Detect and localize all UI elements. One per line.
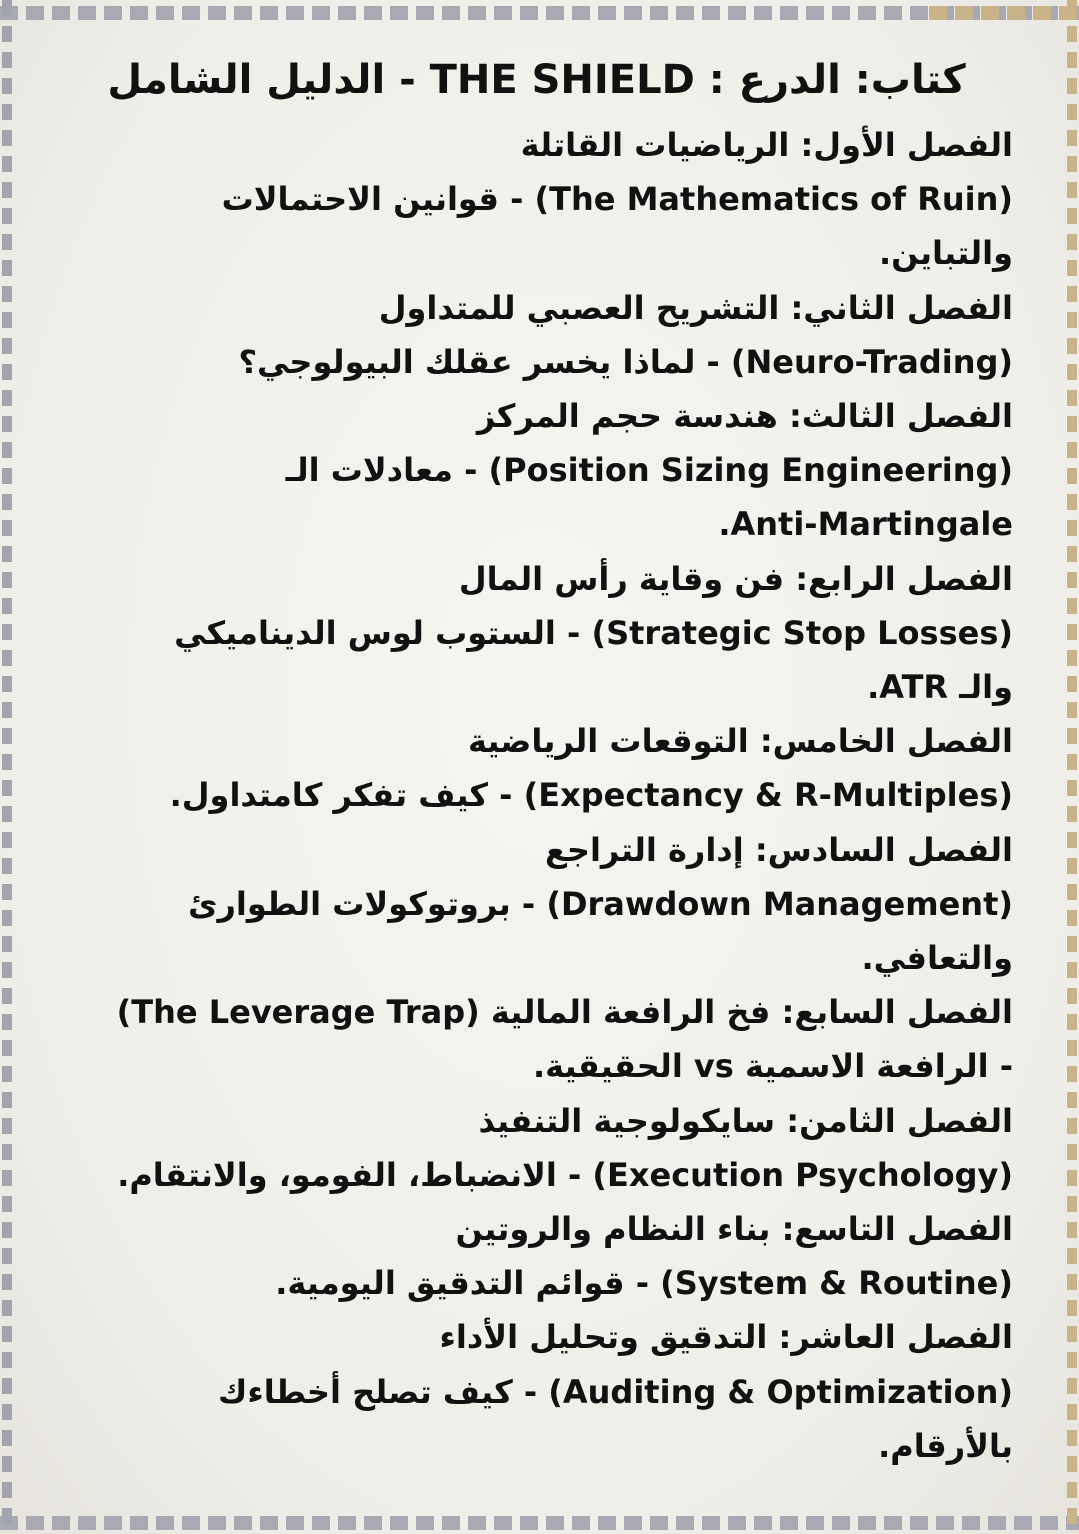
chapter-line: (The Mathematics of Ruin) - قوانين الاحتمالات (221, 180, 1013, 219)
chapter-line: الفصل السادس: إدارة التراجع (545, 830, 1013, 869)
chapter-line: (Expectancy & R-Multiples) - كيف تفكر كامتداول. (169, 776, 1013, 815)
chapter-line: (Position Sizing Engineering) - معادلات الـ (285, 451, 1013, 490)
table-of-contents (60, 50, 1013, 1473)
chapter-line: - الرافعة الاسمية vs الحقيقية. (532, 1047, 1013, 1086)
chapter-line: (Execution Psychology) - الانضباط، الفومو، والانتقام. (117, 1155, 1013, 1194)
chapter-line: الفصل الرابع: فن وقاية رأس المال (458, 559, 1013, 598)
dashed-border-right (1067, 0, 1077, 1534)
dashed-border-bottom (0, 1516, 1079, 1530)
chapter-list (60, 118, 1013, 1473)
chapter-line: (Neuro-Trading) - لماذا يخسر عقلك البيولوجي؟ (238, 342, 1013, 381)
chapter-line: (System & Routine) - قوائم التدقيق اليومية. (275, 1264, 1013, 1303)
chapter-line: الفصل الأول: الرياضيات القاتلة (520, 126, 1013, 164)
chapter-line: والتعافي. (861, 939, 1013, 978)
chapter-line: الفصل السابع: فخ الرافعة المالية (The Leverage Trap) (116, 993, 1013, 1032)
chapter-line: الفصل العاشر: التدقيق وتحليل الأداء (439, 1318, 1013, 1357)
chapter-line: الفصل التاسع: بناء النظام والروتين (455, 1210, 1013, 1249)
dashed-border-top (0, 6, 1079, 20)
chapter-line: الفصل الثامن: سايكولوجية التنفيذ (478, 1101, 1013, 1140)
chapter-line: (Auditing & Optimization) - كيف تصلح أخطاءك (218, 1372, 1013, 1411)
chapter-line: والـ ATR. (867, 668, 1013, 707)
chapter-line: (Drawdown Management) - بروتوكولات الطوارئ (188, 884, 1013, 923)
chapter-line: Anti-Martingale. (718, 505, 1013, 544)
dashed-border-top-accent (929, 6, 1079, 20)
chapter-line: والتباين. (879, 234, 1013, 273)
chapter-line: الفصل الثالث: هندسة حجم المركز (476, 397, 1013, 436)
chapter-line: (Strategic Stop Losses) - الستوب لوس الديناميكي (174, 613, 1013, 652)
book-title: كتاب: الدرع : THE SHIELD - الدليل الشامل (107, 57, 966, 103)
chapter-line: بالأرقام. (878, 1426, 1013, 1465)
chapter-line: الفصل الخامس: التوقعات الرياضية (467, 722, 1013, 761)
dashed-border-left (2, 0, 12, 1534)
chapter-line: الفصل الثاني: التشريح العصبي للمتداول (378, 288, 1013, 327)
